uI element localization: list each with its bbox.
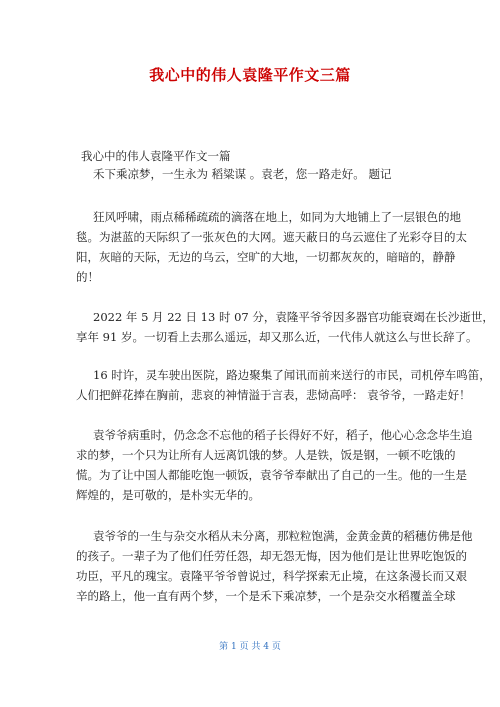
paragraph-line: 毯。为湛蓝的天际织了一张灰色的大网。遮天蔽日的乌云遮住了光彩夺目的太	[76, 230, 467, 244]
paragraph-line: 的！	[76, 270, 99, 284]
paragraph-line: 的孩子。一辈子为了他们任劳任怨，却无怨无悔，因为他们是让世界吃饱饭的	[76, 549, 467, 563]
epigraph: 禾下乘凉梦，一生永为 稻粱谋 。袁老，您一路走好。 题记	[93, 167, 392, 181]
paragraph-line: 阳，灰暗的天际，无边的乌云，空旷的大地，一切都灰灰的，暗暗的，静静	[76, 250, 456, 264]
paragraph-line: 狂风呼啸，雨点稀稀疏疏的滴落在地上，如同为大地铺上了一层银色的地	[93, 210, 461, 224]
paragraph-line: 人们把鲜花捧在胸前，悲哀的神情溢于言表，悲恸高呼： 袁爷爷，一路走好！	[76, 388, 471, 402]
paragraph-line: 慌。为了让中国人都能吃饱一顿饭，袁爷爷奉献出了自己的一生。他的一生是	[76, 468, 467, 482]
paragraph-line: 袁爷爷的一生与杂交水稻从未分离，那粒粒饱满，金黄金黄的稻穗仿佛是他	[93, 529, 473, 543]
document-title: 我心中的伟人袁隆平作文三篇	[149, 66, 351, 84]
paragraph-line: 辉煌的，是可敬的，是朴实无华的。	[76, 488, 260, 502]
paragraph-line: 辛的路上，他一直有两个梦，一个是禾下乘凉梦，一个是杂交水稻覆盖全球	[76, 589, 456, 603]
subtitle: 我心中的伟人袁隆平作文一篇	[81, 149, 231, 163]
paragraph-line: 求的梦，一个只为让所有人远离饥饿的梦。人是铁，饭是钢，一顿不吃饿的	[76, 448, 456, 462]
page-number: 第 1 页 共 4 页	[219, 642, 281, 652]
paragraph-line: 16 时许，灵车驶出医院，路边聚集了闻讯而前来送行的市民，司机停车鸣笛，	[93, 368, 491, 382]
paragraph-line: 2022 年 5 月 22 日 13 时 07 分，袁隆平爷爷因多器官功能衰竭在长沙逝世，	[93, 310, 494, 324]
paragraph-line: 功臣，平凡的瑰宝。袁隆平爷爷曾说过，科学探索无止境，在这条漫长而又艰	[76, 569, 467, 583]
paragraph-line: 享年 91 岁。一切看上去那么遥远，却又那么近，一代伟人就这么与世长辞了。	[76, 330, 478, 344]
paragraph-line: 袁爷爷病重时，仍念念不忘他的稻子长得好不好，稻子，他心心念念毕生追	[93, 428, 473, 442]
